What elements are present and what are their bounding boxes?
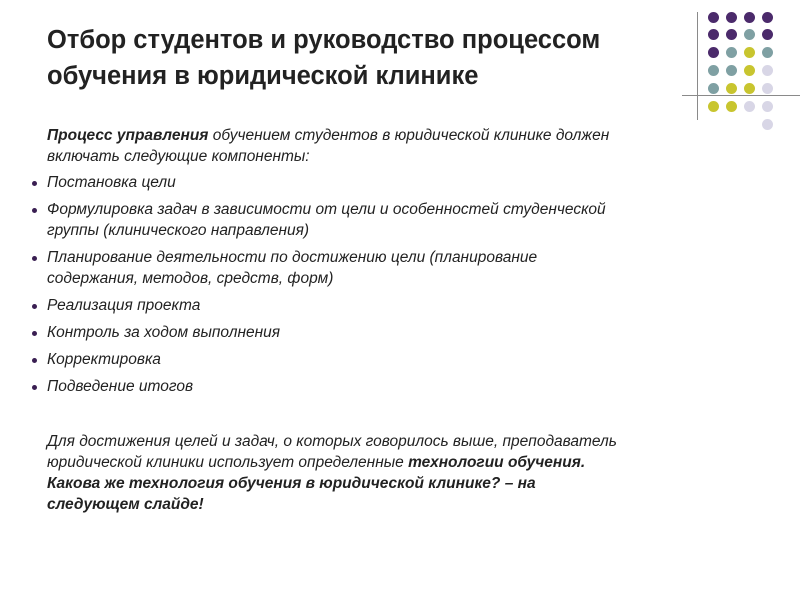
decorative-dot — [726, 47, 737, 58]
decorative-dot — [744, 83, 755, 94]
slide-title — [47, 22, 687, 94]
list-item-text-continued: содержания, методов, средств, форм) — [47, 270, 334, 287]
closing-line-1: Для достижения целей и задач, о которых говорилось выше, преподаватель — [47, 433, 617, 450]
list-item — [30, 295, 730, 316]
intro-paragraph — [47, 125, 747, 167]
decorative-dot — [708, 65, 719, 76]
list-item-text-continued: группы (клинического направления) — [47, 222, 310, 239]
decorative-dot — [744, 12, 755, 23]
decorative-dot — [762, 119, 773, 130]
decorative-dot — [762, 12, 773, 23]
bullet-dot-icon — [32, 181, 37, 186]
list-item — [30, 247, 730, 289]
decorative-dot — [708, 47, 719, 58]
decorative-dot — [726, 83, 737, 94]
decorative-dot — [762, 47, 773, 58]
decorative-dot — [762, 101, 773, 112]
decorative-dot — [744, 101, 755, 112]
closing-paragraph — [47, 431, 757, 515]
bullet-dot-icon — [32, 385, 37, 390]
list-item-text: Подведение итогов — [47, 378, 194, 395]
bullet-dot-icon — [32, 304, 37, 309]
intro-bold-lead: Процесс управления — [47, 127, 209, 144]
list-item — [30, 376, 730, 397]
decorative-dot — [708, 29, 719, 40]
list-item-text: Постановка цели — [47, 174, 176, 191]
list-item-text: Реализация проекта — [47, 297, 201, 314]
intro-text-line-2: включать следующие компоненты: — [47, 148, 310, 165]
horizontal-divider — [682, 95, 800, 96]
slide-title-line-2: обучения в юридической клинике — [47, 62, 479, 90]
bullet-dot-icon — [32, 256, 37, 261]
decorative-dot — [726, 29, 737, 40]
decorative-dot — [744, 47, 755, 58]
decorative-dot — [708, 101, 719, 112]
vertical-divider — [697, 12, 698, 120]
decorative-dot — [708, 12, 719, 23]
closing-line-3: Какова же технология обучения в юридической клинике? – на — [47, 475, 536, 492]
component-list — [30, 172, 730, 403]
decorative-dot — [762, 83, 773, 94]
decorative-dot — [726, 65, 737, 76]
decorative-dot — [744, 65, 755, 76]
slide-title-line-1: Отбор студентов и руководство процессом — [47, 26, 601, 54]
list-item-text: Контроль за ходом выполнения — [47, 324, 281, 341]
decorative-dot — [762, 65, 773, 76]
closing-line-2-bold: технологии обучения. — [408, 454, 586, 471]
list-item — [30, 172, 730, 193]
list-item-text: Планирование деятельности по достижению цели (планирование — [47, 249, 538, 266]
list-item-text: Формулировка задач в зависимости от цели и особенностей студенческой — [47, 201, 606, 218]
closing-line-2: юридической клиники использует определенные — [47, 454, 409, 471]
bullet-dot-icon — [32, 331, 37, 336]
list-item — [30, 199, 730, 241]
intro-text-line-1: обучением студентов в юридической клинике должен — [208, 127, 610, 144]
decorative-dot — [726, 101, 737, 112]
decorative-dot — [726, 12, 737, 23]
closing-line-4: следующем слайде! — [47, 496, 204, 513]
list-item — [30, 322, 730, 343]
list-item-text: Корректировка — [47, 351, 161, 368]
decorative-dot — [708, 83, 719, 94]
list-item — [30, 349, 730, 370]
bullet-dot-icon — [32, 358, 37, 363]
decorative-dot — [744, 29, 755, 40]
decorative-dot — [762, 29, 773, 40]
bullet-dot-icon — [32, 208, 37, 213]
